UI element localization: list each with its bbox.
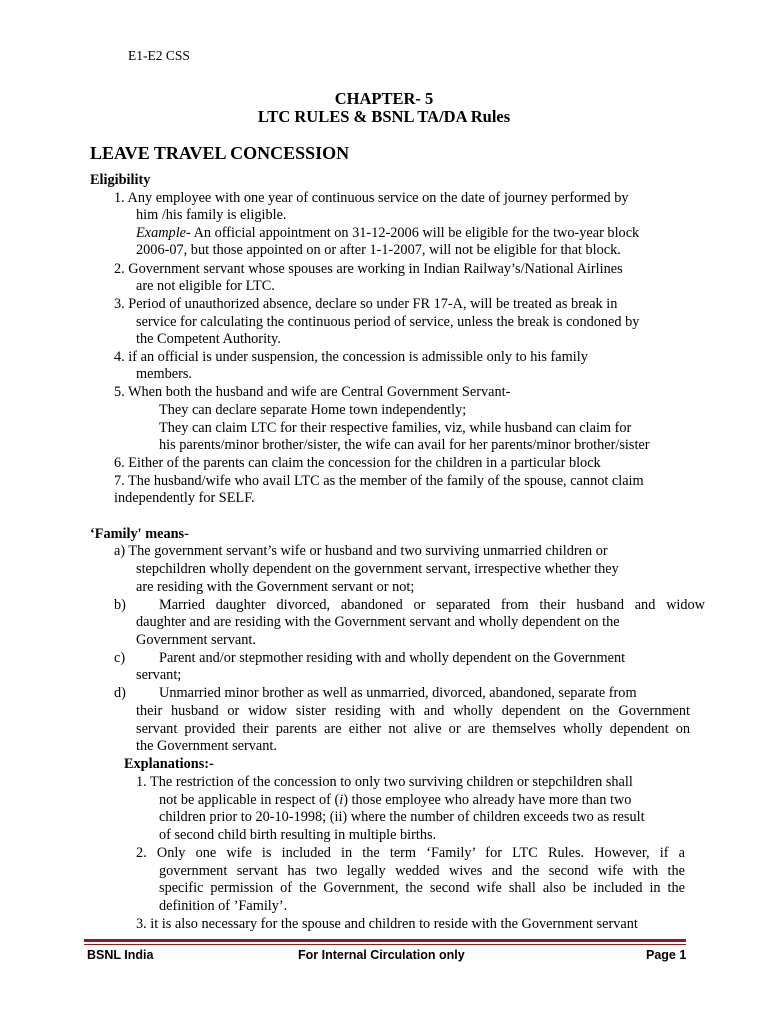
eligibility-line: 1. Any employee with one year of continuous service on the date of journey performed by — [114, 190, 629, 206]
family-line: Parent and/or stepmother residing with and wholly dependent on the Government — [159, 650, 626, 666]
eligibility-line: are not eligible for LTC. — [136, 278, 275, 294]
explanation-line: 3. it is also necessary for the spouse and children to reside with the Government servant — [136, 916, 638, 932]
eligibility-line: They can claim LTC for their respective families, viz, while husband can claim for — [159, 420, 632, 436]
footer-center: For Internal Circulation only — [298, 948, 465, 962]
eligibility-line: independently for SELF. — [114, 490, 255, 506]
explanation-line: government servant has two legally wedded wives and the second wife with the — [159, 863, 685, 879]
section-heading: LEAVE TRAVEL CONCESSION — [90, 143, 350, 163]
eligibility-line — [136, 225, 639, 243]
footer-left: BSNL India — [87, 948, 154, 962]
family-line: Married daughter divorced, abandoned or separated from their husband and widow — [159, 597, 705, 613]
eligibility-line: 6. Either of the parents can claim the concession for the children in a particular block — [114, 455, 601, 471]
family-line: a) The government servant’s wife or husband and two surviving unmarried children or — [114, 543, 608, 559]
explanation-line — [159, 792, 631, 810]
family-label: b) — [114, 597, 126, 613]
family-line: stepchildren wholly dependent on the government servant, irrespective whether they — [136, 561, 619, 577]
eligibility-line: 2. Government servant whose spouses are working in Indian Railway’s/National Airlines — [114, 261, 623, 277]
explanation-italic: i — [339, 792, 344, 808]
example-label: Example — [136, 225, 187, 241]
eligibility-line: 4. if an official is under suspension, the concession is admissible only to his family — [114, 349, 588, 365]
eligibility-line: him /his family is eligible. — [136, 207, 287, 223]
eligibility-line: service for calculating the continuous period of service, unless the break is condoned by — [136, 314, 640, 330]
document-code: E1-E2 CSS — [128, 48, 190, 63]
eligibility-line: 5. When both the husband and wife are Central Government Servant- — [114, 384, 511, 400]
footer-rule-thin — [84, 944, 686, 945]
chapter-subtitle: LTC RULES & BSNL TA/DA Rules — [257, 107, 511, 126]
explanation-line: children prior to 20-10-1998; (ii) where the number of children exceeds two as result — [159, 809, 645, 825]
example-text: - An official appointment on 31-12-2006 will be eligible for the two-year block — [186, 225, 640, 241]
explanation-text: not be applicable in respect of ( — [159, 792, 340, 808]
family-line: servant; — [136, 667, 182, 683]
explanation-text: ) those employee who already have more than two — [343, 792, 632, 808]
eligibility-line: They can declare separate Home town independently; — [159, 402, 467, 418]
eligibility-line: 2006-07, but those appointed on or after 1-1-2007, will not be eligible for that block. — [136, 242, 621, 258]
eligibility-line: 7. The husband/wife who avail LTC as the member of the family of the spouse, cannot claim — [114, 473, 644, 489]
family-line: Government servant. — [136, 632, 256, 648]
footer-rule — [84, 939, 686, 942]
explanations-heading: Explanations:- — [124, 756, 214, 772]
eligibility-line: the Competent Authority. — [136, 331, 281, 347]
family-line: their husband or widow sister residing with and wholly dependent on the Government — [136, 703, 690, 719]
family-line: the Government servant. — [136, 738, 277, 754]
explanation-line: of second child birth resulting in multiple births. — [159, 827, 437, 843]
eligibility-line: members. — [136, 366, 192, 382]
explanation-line: 1. The restriction of the concession to only two surviving children or stepchildren shall — [136, 774, 633, 790]
family-line: are residing with the Government servant or not; — [136, 579, 415, 595]
explanation-line: definition of ’Family’. — [159, 898, 288, 914]
family-line: daughter and are residing with the Government servant and wholly dependent on the — [136, 614, 620, 630]
explanation-line: 2. Only one wife is included in the term ‘Family’ for LTC Rules. However, if a — [136, 845, 685, 861]
chapter-title: CHAPTER- 5 — [334, 89, 434, 108]
family-label: d) — [114, 685, 126, 701]
eligibility-line: 3. Period of unauthorized absence, declare so under FR 17-A, will be treated as break in — [114, 296, 618, 312]
family-heading: ‘Family' means- — [90, 526, 189, 542]
eligibility-line: his parents/minor brother/sister, the wife can avail for her parents/minor brother/sister — [159, 437, 650, 453]
explanation-line: specific permission of the Government, the second wife shall also be included in the — [159, 880, 685, 896]
family-line: servant provided their parents are either not alive or are themselves wholly dependent on — [136, 721, 690, 737]
family-line: Unmarried minor brother as well as unmarried, divorced, abandoned, separate from — [159, 685, 637, 701]
page-number: Page 1 — [646, 948, 687, 962]
family-label: c) — [114, 650, 126, 666]
eligibility-heading: Eligibility — [90, 172, 151, 188]
